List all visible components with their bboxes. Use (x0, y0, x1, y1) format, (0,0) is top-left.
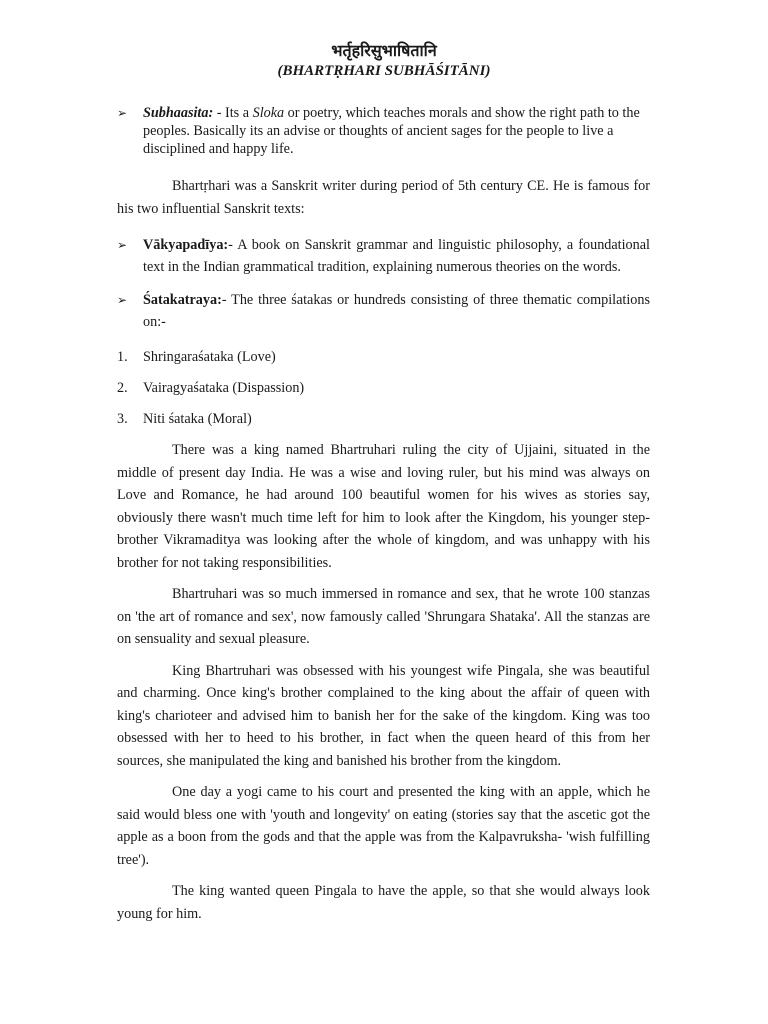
body-paragraph: Bhartruhari was so much immersed in romance and sex, that he wrote 100 stanzas on 'the art of romance and sex', now famously called 'Shrungara Shataka'. All the stanzas are on sensuality and sexual pleasure. (117, 586, 650, 647)
bullet-text: - The three śatakas or hundreds consisting of three thematic compilations on:- (143, 292, 650, 330)
arrow-bullet-icon: ➢ (117, 293, 128, 307)
bullet-satakatraya (117, 289, 650, 333)
bullet-subhaasita (117, 104, 650, 158)
list-text: Niti śataka (Moral) (143, 411, 252, 427)
list-number: 2. (117, 380, 128, 396)
body-paragraph: One day a yogi came to his court and presented the king with an apple, which he said would bless one with 'youth and longevity' on eating (stories say that the ascetic got the apple as a boon from the gods and that the apple was from the Kalpavruksha- 'wish fulfilling tree'). (117, 784, 650, 868)
list-item (117, 347, 650, 367)
intro-paragraph: Bhartṛhari was a Sanskrit writer during period of 5th century CE. He is famous for his two influential Sanskrit texts: (117, 178, 650, 217)
term-sloka: Sloka (252, 105, 285, 121)
body-paragraph: King Bhartruhari was obsessed with his youngest wife Pingala, she was beautiful and charming. Once king's brother complained to the king about the affair of queen with king's charioteer and advised him to banish her for the sake of the kingdom. King was too obsessed with her to heed to his brother, in fact when the queen heard of this from her sources, she manipulated the king and banished his brother from the kingdom. (117, 662, 650, 769)
bullet-text: or poetry, which teaches morals and show the right path to the peoples. Basically its an advise or thoughts of ancient sages for the people to live a disciplined and happy life. (143, 105, 640, 157)
term-vakyapadiya: Vākyapadīya: (143, 237, 229, 253)
list-number: 3. (117, 411, 128, 427)
document-body (117, 104, 650, 925)
list-number: 1. (117, 349, 128, 365)
list-text: Shringaraśataka (Love) (143, 349, 276, 365)
term-satakatraya: Śatakatraya: (143, 292, 222, 308)
bullet-text: - Its a (213, 105, 253, 121)
list-text: Vairagyaśataka (Dispassion) (143, 380, 305, 396)
body-paragraph: There was a king named Bhartruhari ruling the city of Ujjaini, situated in the middle of present day India. He was a wise and loving ruler, but his mind was always on Love and Romance, he had around 100 beautiful women for his wives as stories say, obviously there wasn't much time left for him to look after the Kingdom, his younger step-brother Vikramaditya was looking after the whole of kingdom, and was unhappy with his brother for not taking responsibilities. (117, 442, 650, 571)
list-item (117, 409, 650, 429)
arrow-bullet-icon: ➢ (117, 106, 128, 120)
title-block (0, 40, 768, 80)
term-subhaasita: Subhaasita: (143, 105, 214, 121)
arrow-bullet-icon: ➢ (117, 238, 128, 252)
list-item (117, 378, 650, 398)
title-latin: (BHARTṚHARI SUBHĀŚITĀNI) (277, 63, 491, 79)
bullet-text: - A book on Sanskrit grammar and linguistic philosophy, a foundational text in the Indian grammatical tradition, explaining numerous theories on the words. (143, 237, 650, 275)
body-paragraph: The king wanted queen Pingala to have the apple, so that she would always look young for him. (117, 883, 650, 922)
bullet-vakyapadiya (117, 234, 650, 278)
title-devanagari: भर्तृहरिसुभाषितानि (331, 41, 437, 60)
